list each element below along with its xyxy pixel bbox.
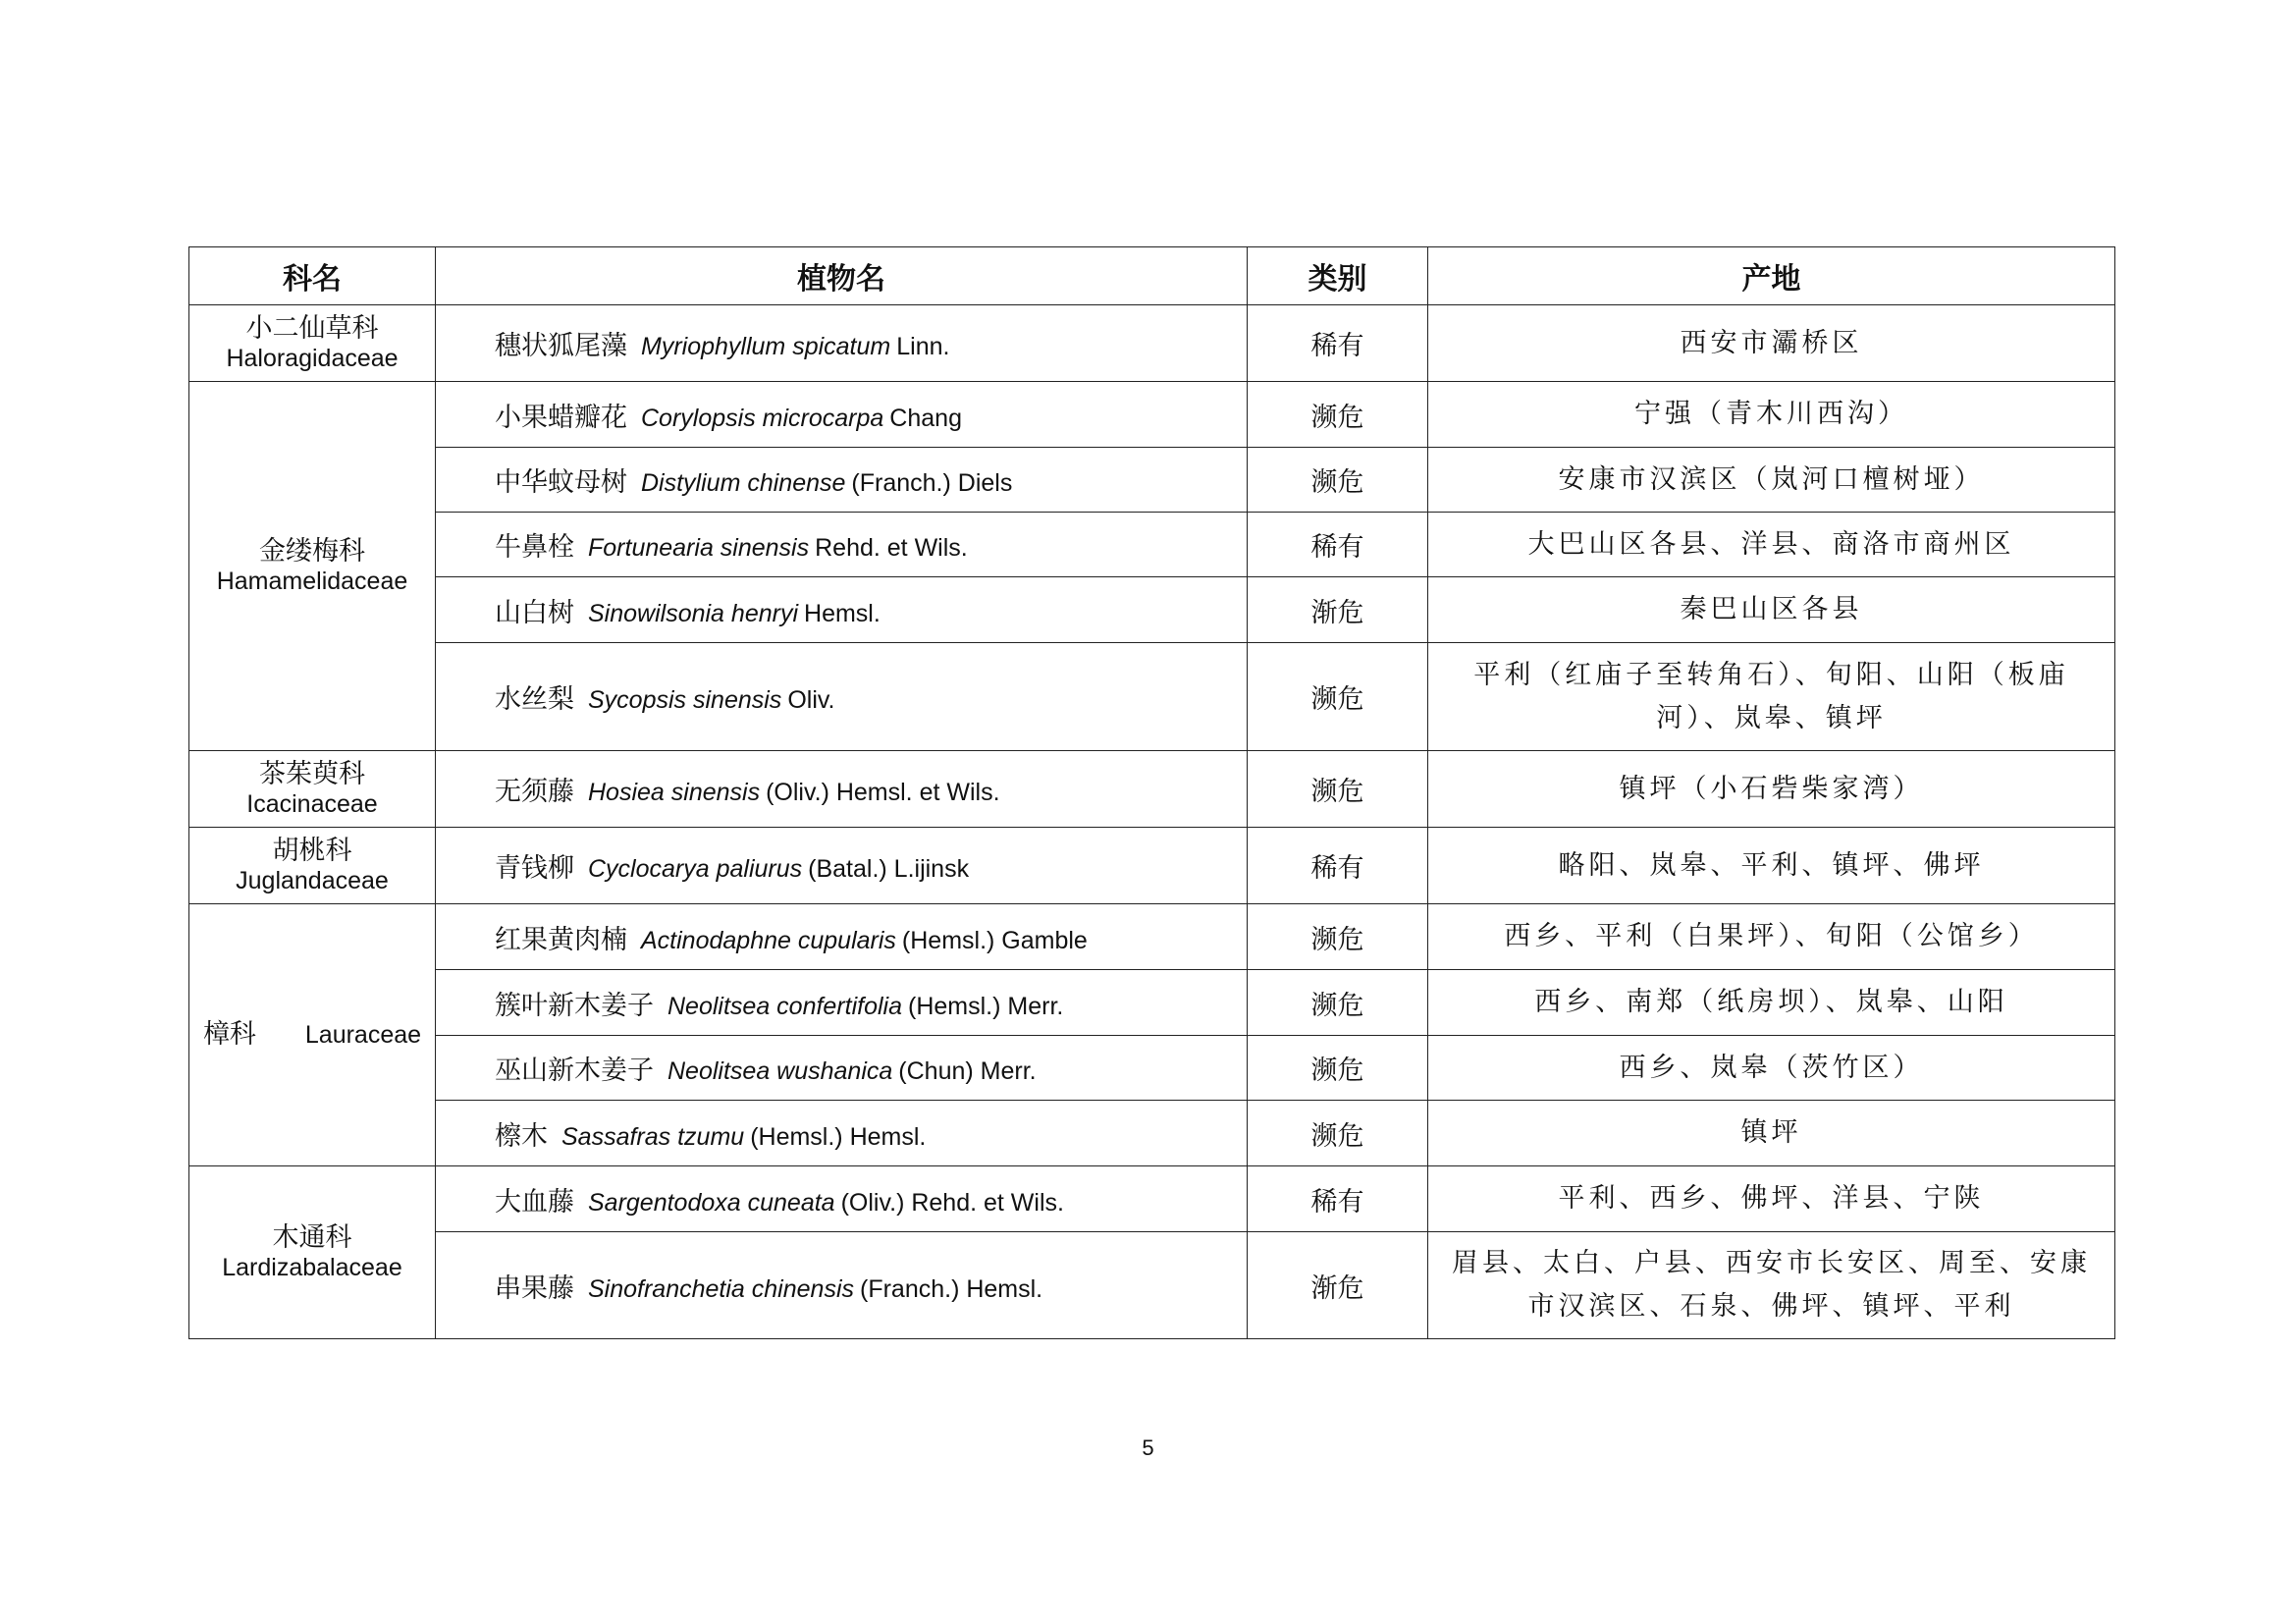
plant-author: Linn. <box>896 333 950 360</box>
plant-cell <box>436 1166 1248 1232</box>
plant-cn: 红果黄肉楠 <box>495 924 627 955</box>
category-cell: 稀有 <box>1248 305 1428 382</box>
family-latin: Lauraceae <box>304 1021 422 1049</box>
plant-author: Hemsl. <box>804 599 881 627</box>
category-cell: 濒危 <box>1248 904 1428 970</box>
plant-author: (Oliv.) Rehd. et Wils. <box>840 1188 1064 1217</box>
family-latin: Lardizabalaceae <box>222 1253 402 1281</box>
table-row <box>189 904 2115 970</box>
family-latin: Juglandaceae <box>236 866 389 894</box>
plant-cn: 大血藤 <box>495 1186 574 1218</box>
table-row <box>189 1166 2115 1232</box>
plant-scientific-name: Cyclocarya paliurus <box>588 855 803 883</box>
table-row <box>189 643 2115 751</box>
family-cell <box>189 904 436 1166</box>
plant-cell <box>436 448 1248 513</box>
origin-cell: 眉县、太白、户县、西安市长安区、周至、安康市汉滨区、石泉、佛坪、镇坪、平利 <box>1428 1232 2115 1339</box>
plant-cn: 无须藤 <box>495 777 574 807</box>
plant-cn: 山白树 <box>495 597 574 628</box>
plant-cell <box>436 382 1248 448</box>
category-cell: 濒危 <box>1248 751 1428 828</box>
table-row <box>189 382 2115 448</box>
category-cell: 渐危 <box>1248 577 1428 643</box>
plant-cn: 小果蜡瓣花 <box>495 402 627 433</box>
table-row <box>189 448 2115 513</box>
plant-author: (Franch.) Hemsl. <box>860 1274 1043 1303</box>
header-plant: 植物名 <box>436 247 1248 305</box>
family-cn: 胡桃科 <box>272 835 352 866</box>
table-row <box>189 751 2115 828</box>
plant-cn: 簇叶新木姜子 <box>495 990 654 1021</box>
category-cell: 稀有 <box>1248 513 1428 577</box>
plant-scientific-name: Sycopsis sinensis <box>588 686 782 714</box>
plant-cell <box>436 1232 1248 1339</box>
plant-cell <box>436 751 1248 828</box>
plant-cell <box>436 513 1248 577</box>
plant-scientific-name: Sassafras tzumu <box>561 1122 745 1151</box>
family-cell <box>189 828 436 904</box>
origin-cell: 平利、西乡、佛坪、洋县、宁陕 <box>1428 1166 2115 1232</box>
plant-scientific-name: Sinowilsonia henryi <box>588 599 799 627</box>
plant-author: (Franch.) Diels <box>851 469 1013 497</box>
origin-cell: 秦巴山区各县 <box>1428 577 2115 643</box>
plant-author: Rehd. et Wils. <box>815 534 968 562</box>
family-latin: Hamamelidaceae <box>216 567 408 595</box>
origin-cell: 略阳、岚皋、平利、镇坪、佛坪 <box>1428 828 2115 904</box>
plant-cell <box>436 904 1248 970</box>
plant-cell <box>436 1036 1248 1101</box>
category-cell: 濒危 <box>1248 448 1428 513</box>
plant-author: (Oliv.) Hemsl. et Wils. <box>766 779 1000 806</box>
header-category: 类别 <box>1248 247 1428 305</box>
family-cell <box>189 305 436 382</box>
plant-scientific-name: Hosiea sinensis <box>588 779 761 806</box>
origin-cell: 镇坪（小石砦柴家湾） <box>1428 751 2115 828</box>
plant-cn: 中华蚊母树 <box>495 467 627 498</box>
origin-cell: 西乡、岚皋（茨竹区） <box>1428 1036 2115 1101</box>
table-body <box>189 305 2115 1339</box>
plant-author: Chang <box>889 404 962 432</box>
plant-cell <box>436 577 1248 643</box>
origin-cell: 西乡、平利（白果坪）、旬阳（公馆乡） <box>1428 904 2115 970</box>
category-cell: 濒危 <box>1248 382 1428 448</box>
table-header-row <box>189 247 2115 305</box>
page-number: 5 <box>1142 1435 1154 1460</box>
plant-author: (Hemsl.) Gamble <box>901 926 1088 954</box>
origin-cell: 大巴山区各县、洋县、商洛市商州区 <box>1428 513 2115 577</box>
origin-cell: 西乡、南郑（纸房坝）、岚皋、山阳 <box>1428 970 2115 1036</box>
plant-author: (Hemsl.) Hemsl. <box>750 1122 927 1151</box>
origin-cell: 宁强（青木川西沟） <box>1428 382 2115 448</box>
plant-cn: 水丝梨 <box>495 684 574 715</box>
plant-cn: 牛鼻栓 <box>495 532 574 563</box>
family-latin: Haloragidaceae <box>226 344 399 372</box>
table-row <box>189 513 2115 577</box>
plant-scientific-name: Fortunearia sinensis <box>588 534 810 562</box>
plant-scientific-name: Neolitsea confertifolia <box>667 992 903 1020</box>
plant-cn: 巫山新木姜子 <box>495 1056 654 1086</box>
plant-scientific-name: Sargentodoxa cuneata <box>588 1188 835 1217</box>
family-cn: 金缕梅科 <box>259 535 365 567</box>
family-cell <box>189 751 436 828</box>
plant-cell <box>436 970 1248 1036</box>
plant-cn: 檫木 <box>495 1120 548 1152</box>
origin-cell: 安康市汉滨区（岚河口檀树垭） <box>1428 448 2115 513</box>
header-origin: 产地 <box>1428 247 2115 305</box>
table-row <box>189 828 2115 904</box>
plant-author: Oliv. <box>787 686 835 714</box>
family-cn: 木通科 <box>272 1221 352 1253</box>
plant-scientific-name: Corylopsis microcarpa <box>641 404 884 432</box>
plant-author: (Hemsl.) Merr. <box>908 992 1064 1020</box>
plant-cn: 串果藤 <box>495 1272 574 1304</box>
plant-scientific-name: Sinofranchetia chinensis <box>588 1274 854 1303</box>
plant-cn: 穗状狐尾藻 <box>495 331 627 361</box>
plant-cell <box>436 1101 1248 1166</box>
category-cell: 渐危 <box>1248 1232 1428 1339</box>
plant-scientific-name: Actinodaphne cupularis <box>641 926 896 954</box>
table-row <box>189 1101 2115 1166</box>
plant-cell <box>436 828 1248 904</box>
species-table <box>188 246 2115 1339</box>
plant-author: (Batal.) L.ijinsk <box>808 855 970 883</box>
table-row <box>189 577 2115 643</box>
family-latin: Icacinaceae <box>246 789 378 818</box>
plant-scientific-name: Distylium chinense <box>641 469 846 497</box>
plant-cell <box>436 305 1248 382</box>
plant-scientific-name: Myriophyllum spicatum <box>641 333 891 360</box>
category-cell: 濒危 <box>1248 1101 1428 1166</box>
origin-cell: 镇坪 <box>1428 1101 2115 1166</box>
category-cell: 濒危 <box>1248 970 1428 1036</box>
category-cell: 濒危 <box>1248 1036 1428 1101</box>
table-row <box>189 1036 2115 1101</box>
family-cell <box>189 382 436 751</box>
family-cn: 樟科 <box>202 1019 256 1050</box>
category-cell: 濒危 <box>1248 643 1428 751</box>
plant-cell <box>436 643 1248 751</box>
family-cell <box>189 1166 436 1339</box>
plant-cn: 青钱柳 <box>495 853 574 884</box>
table-row <box>189 970 2115 1036</box>
family-cn: 小二仙草科 <box>245 312 379 344</box>
header-family: 科名 <box>189 247 436 305</box>
origin-cell: 西安市灞桥区 <box>1428 305 2115 382</box>
plant-author: (Chun) Merr. <box>898 1057 1037 1085</box>
category-cell: 稀有 <box>1248 1166 1428 1232</box>
plant-scientific-name: Neolitsea wushanica <box>667 1057 893 1085</box>
category-cell: 稀有 <box>1248 828 1428 904</box>
origin-cell: 平利（红庙子至转角石）、旬阳、山阳（板庙河）、岚皋、镇坪 <box>1428 643 2115 751</box>
family-cn: 茶茱萸科 <box>259 758 365 789</box>
table-row <box>189 305 2115 382</box>
table-row <box>189 1232 2115 1339</box>
